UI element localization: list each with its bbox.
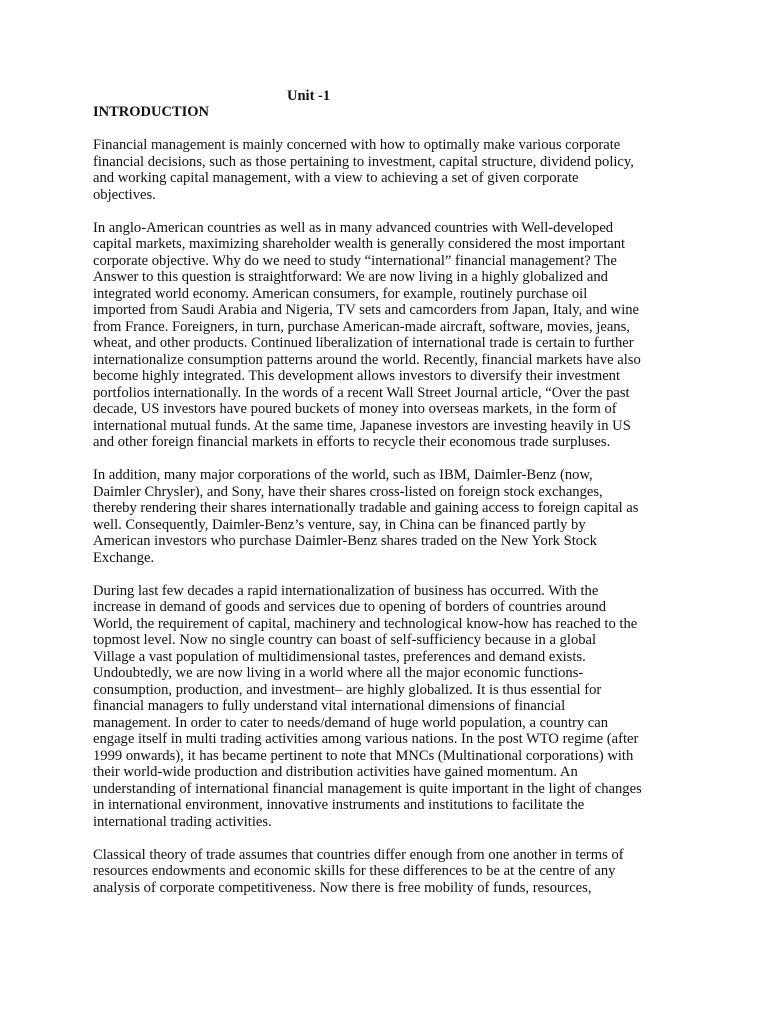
paragraph-line: In addition, many major corporations of the world, such as IBM, Daimler-Benz (now, bbox=[93, 467, 593, 483]
paragraph bbox=[93, 220, 683, 451]
paragraph-line: and other foreign financial markets in efforts to recycle their economous trade surpluses. bbox=[93, 434, 611, 450]
paragraph-line: consumption, production, and investment– are highly globalized. It is thus essential for bbox=[93, 681, 602, 698]
paragraph bbox=[93, 467, 683, 566]
paragraph-line: Classical theory of trade assumes that countries differ enough from one another in terms of bbox=[93, 846, 624, 863]
section-heading: INTRODUCTION bbox=[93, 104, 210, 120]
paragraph bbox=[93, 847, 683, 897]
paragraph-line: portfolios internationally. In the words of a recent Wall Street Journal article, “Over the past bbox=[93, 384, 630, 401]
paragraph-line: financial managers to fully understand vital international dimensions of financial bbox=[93, 698, 566, 714]
paragraph-line: management. In order to cater to needs/demand of huge world population, a country can bbox=[93, 714, 609, 731]
paragraph-line: objectives. bbox=[93, 186, 156, 203]
paragraph-line: increase in demand of goods and services due to opening of borders of countries around bbox=[93, 599, 607, 615]
paragraph-line: resources endowments and economic skills for these differences to be at the centre of any bbox=[93, 863, 616, 879]
paragraph-line: topmost level. Now no single country can boast of self-sufficiency because in a global bbox=[93, 632, 597, 648]
paragraph bbox=[93, 137, 683, 203]
paragraph-line: analysis of corporate competitiveness. Now there is free mobility of funds, resources, bbox=[93, 879, 592, 896]
paragraph-line: Answer to this question is straightforward: We are now living in a highly globalized and bbox=[93, 269, 608, 285]
paragraph-line: corporate objective. Why do we need to study “international” financial management? The bbox=[93, 252, 617, 269]
paragraph-line: American investors who purchase Daimler-Benz shares traded on the New York Stock bbox=[93, 533, 597, 549]
paragraph-line: World, the requirement of capital, machinery and technological know-how has reached to the bbox=[93, 615, 638, 632]
paragraph-line: 1999 onwards), it has became pertinent to note that MNCs (Multinational corporations) with bbox=[93, 747, 634, 764]
paragraph-line: engage itself in multi trading activities among various nations. In the post WTO regime (after bbox=[93, 731, 639, 747]
paragraph-line: thereby rendering their shares internationally tradable and gaining access to foreign capital as bbox=[93, 500, 639, 516]
paragraph-line: and working capital management, with a view to achieving a set of given corporate bbox=[93, 170, 579, 186]
paragraph-line: During last few decades a rapid internationalization of business has occurred. With the bbox=[93, 582, 599, 599]
paragraph-line: capital markets, maximizing shareholder wealth is generally considered the most important bbox=[93, 236, 626, 252]
paragraph-line: Exchange. bbox=[93, 549, 155, 566]
paragraph-line: wheat, and other products. Continued liberalization of international trade is certain to further bbox=[93, 335, 634, 351]
paragraph-line: financial decisions, such as those pertaining to investment, capital structure, dividend policy, bbox=[93, 153, 634, 170]
paragraph-line: from France. Foreigners, in turn, purchase American-made aircraft, software, movies, jeans, bbox=[93, 318, 630, 335]
paragraph-line: Undoubtedly, we are now living in a world where all the major economic functions- bbox=[93, 665, 584, 681]
paragraph-line: in international environment, innovative instruments and institutions to facilitate the bbox=[93, 797, 585, 813]
unit-heading: Unit -1 bbox=[287, 88, 331, 104]
paragraph-line: well. Consequently, Daimler-Benz’s venture, say, in China can be financed partly by bbox=[93, 516, 586, 533]
paragraph-line: become highly integrated. This development allows investors to diversify their investment bbox=[93, 368, 621, 384]
paragraph-line: Daimler Chrysler), and Sony, have their shares cross-listed on foreign stock exchanges, bbox=[93, 483, 603, 500]
paragraph-line: international trading activities. bbox=[93, 813, 272, 830]
paragraph-line: Village a vast population of multidimensional tastes, preferences and demand exists. bbox=[93, 648, 586, 665]
paragraph-line: internationalize consumption patterns around the world. Recently, financial markets have also bbox=[93, 351, 641, 368]
paragraph-line: Financial management is mainly concerned with how to optimally make various corporate bbox=[93, 137, 621, 153]
paragraph-line: their world-wide production and distribution activities have gained momentum. An bbox=[93, 764, 578, 780]
paragraph-line: imported from Saudi Arabia and Nigeria, TV sets and camcorders from Japan, Italy, and wine bbox=[93, 302, 640, 318]
body-text bbox=[93, 137, 683, 913]
paragraph-line: decade, US investors have poured buckets of money into overseas markets, in the form of bbox=[93, 401, 617, 417]
paragraph-line: understanding of international financial management is quite important in the light of changes bbox=[93, 780, 642, 797]
paragraph-line: integrated world economy. American consumers, for example, routinely purchase oil bbox=[93, 285, 588, 302]
paragraph-line: international mutual funds. At the same time, Japanese investors are investing heavily in US bbox=[93, 417, 631, 434]
paragraph bbox=[93, 583, 683, 831]
paragraph-line: In anglo-American countries as well as in many advanced countries with Well-developed bbox=[93, 219, 614, 236]
